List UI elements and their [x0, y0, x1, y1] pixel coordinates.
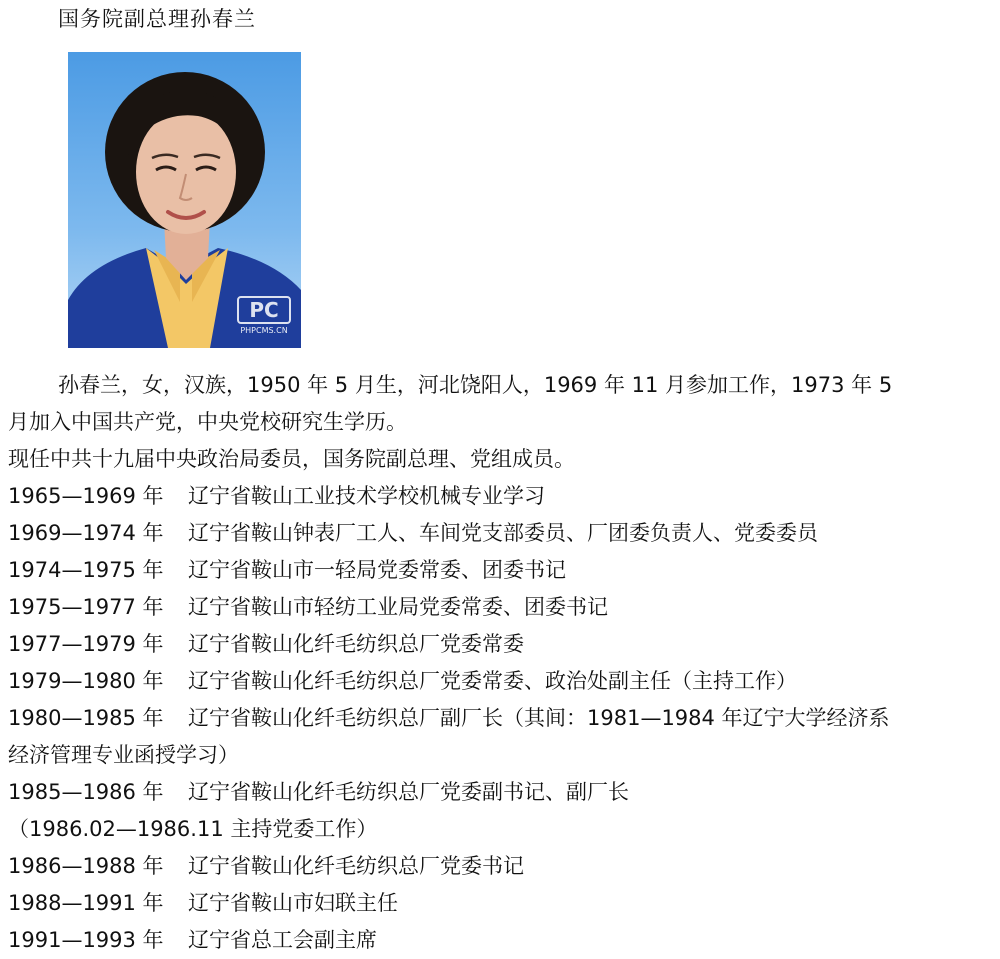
career-desc: 辽宁省总工会副主席	[188, 928, 377, 952]
watermark-mark: PC	[237, 296, 291, 324]
career-entry	[8, 515, 992, 552]
watermark-logo	[237, 296, 291, 336]
career-years: 1969—1974 年	[8, 521, 164, 545]
career-years: 1979—1980 年	[8, 669, 164, 693]
career-desc: 辽宁省鞍山化纤毛纺织总厂副厂长（其间：1981—1984 年辽宁大学经济系	[188, 706, 890, 730]
career-years: 1985—1986 年	[8, 780, 164, 804]
career-entry	[8, 922, 992, 959]
page-title: 国务院副总理孙春兰	[58, 7, 256, 31]
career-years: 1977—1979 年	[8, 632, 164, 656]
career-entry	[8, 589, 992, 626]
career-years: 1986—1988 年	[8, 854, 164, 878]
career-entry	[8, 848, 992, 885]
career-entry-continuation: （1986.02—1986.11 主持党委工作）	[8, 817, 378, 841]
career-years: 1988—1991 年	[8, 891, 164, 915]
intro-line-2: 月加入中国共产党，中央党校研究生学历。	[8, 410, 407, 434]
career-years: 1974—1975 年	[8, 558, 164, 582]
career-years: 1975—1977 年	[8, 595, 164, 619]
career-entry	[8, 700, 992, 737]
career-desc: 辽宁省鞍山钟表厂工人、车间党支部委员、厂团委负责人、党委委员	[188, 521, 818, 545]
career-desc: 辽宁省鞍山工业技术学校机械专业学习	[188, 484, 545, 508]
career-desc: 辽宁省鞍山化纤毛纺织总厂党委副书记、副厂长	[188, 780, 629, 804]
career-entry	[8, 552, 992, 589]
career-desc: 辽宁省鞍山市妇联主任	[188, 891, 398, 915]
current-position: 现任中共十九届中央政治局委员，国务院副总理、党组成员。	[8, 447, 575, 471]
career-entry	[8, 663, 992, 700]
career-desc: 辽宁省鞍山化纤毛纺织总厂党委常委、政治处副主任（主持工作）	[188, 669, 797, 693]
career-years: 1965—1969 年	[8, 484, 164, 508]
watermark-site: PHPCMS.CN	[240, 326, 288, 335]
career-entry	[8, 885, 992, 922]
intro-line-1: 孙春兰，女，汉族，1950 年 5 月生，河北饶阳人，1969 年 11 月参加工作，1973 年 5	[58, 373, 893, 397]
career-years: 1991—1993 年	[8, 928, 164, 952]
career-years: 1980—1985 年	[8, 706, 164, 730]
career-desc: 辽宁省鞍山化纤毛纺织总厂党委书记	[188, 854, 524, 878]
biography	[8, 367, 992, 959]
career-desc: 辽宁省鞍山市轻纺工业局党委常委、团委书记	[188, 595, 608, 619]
career-entry	[8, 774, 992, 811]
career-entry-continuation: 经济管理专业函授学习）	[8, 743, 239, 767]
portrait-photo	[68, 52, 301, 348]
career-desc: 辽宁省鞍山化纤毛纺织总厂党委常委	[188, 632, 524, 656]
career-desc: 辽宁省鞍山市一轻局党委常委、团委书记	[188, 558, 566, 582]
career-entry	[8, 478, 992, 515]
career-entry	[8, 626, 992, 663]
